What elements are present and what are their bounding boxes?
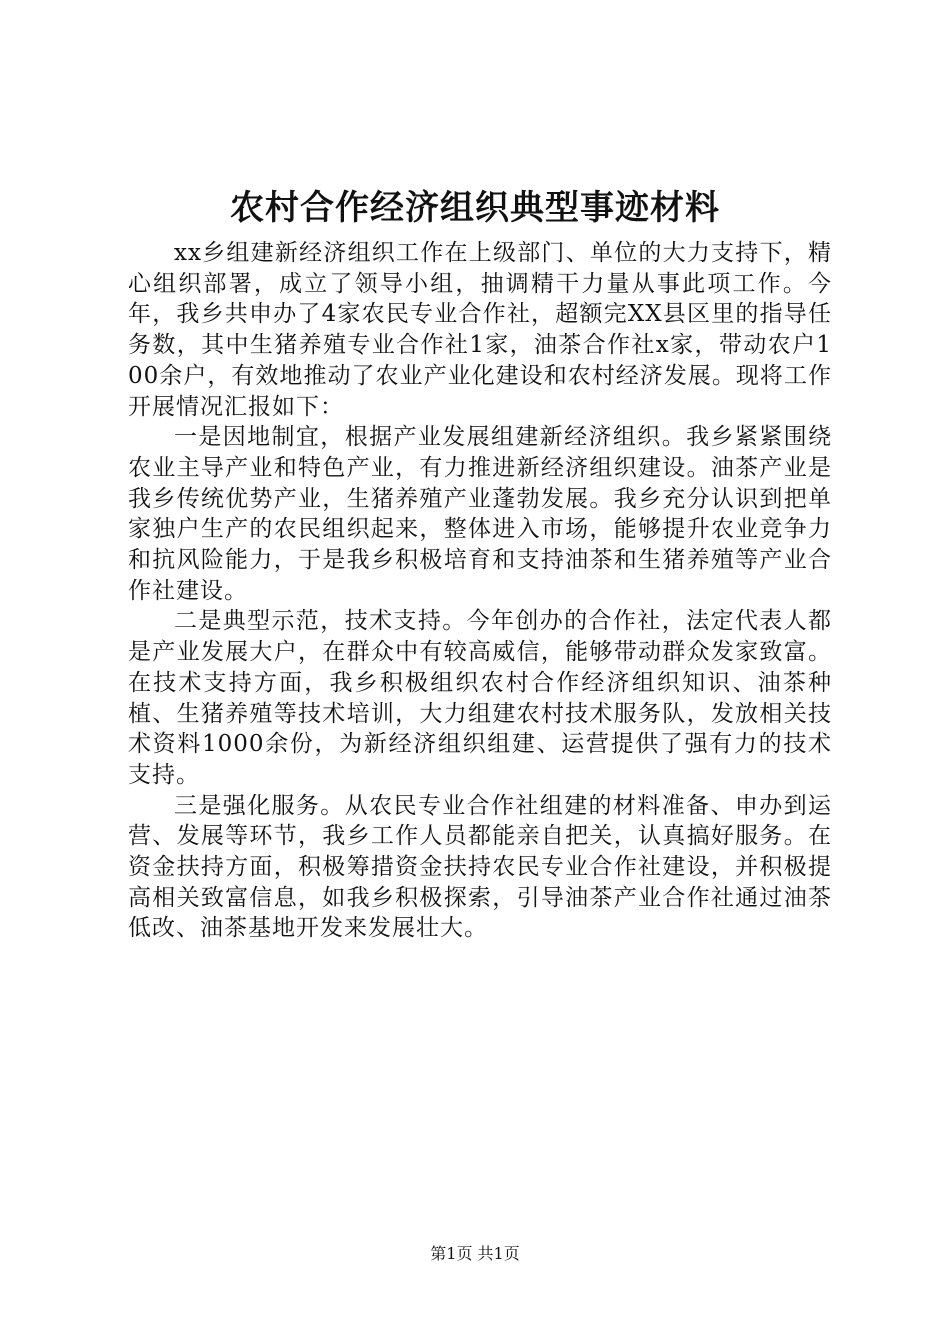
paragraph-point-three: 三是强化服务。从农民专业合作社组建的材料准备、申办到运营、发展等环节，我乡工作人员都能亲自把关，认真搞好服务。在资金扶持方面，积极筹措资金扶持农民专业合作社建设，并积极提高相关致富信息，如我乡积极探索，引导油茶产业合作社通过油茶低改、油茶基地开发来发展壮大。 bbox=[128, 792, 832, 942]
document-body bbox=[128, 238, 832, 944]
paragraph-intro: xx乡组建新经济组织工作在上级部门、单位的大力支持下，精心组织部署，成立了领导小组，抽调精干力量从事此项工作。今年，我乡共申办了4家农民专业合作社，超额完XX县区里的指导任务数，其中生猪养殖专业合作社1家，油茶合作社x家，带动农户100余户，有效地推动了农业产业化建设和农村经济发展。现将工作开展情况汇报如下： bbox=[128, 240, 832, 420]
page-footer: 第1页 共1页 bbox=[430, 1244, 520, 1263]
document-title: 农村合作经济组织典型事迹材料 bbox=[230, 188, 720, 228]
paragraph-point-two: 二是典型示范，技术支持。今年创办的合作社，法定代表人都是产业发展大户，在群众中有较高威信，能够带动群众发家致富。在技术支持方面，我乡积极组织农村合作经济组织知识、油茶种植、生猪养殖等技术培训，大力组建农村技术服务队，发放相关技术资料1000余份，为新经济组织组建、运营提供了强有力的技术支持。 bbox=[128, 608, 832, 788]
paragraph-point-one: 一是因地制宜，根据产业发展组建新经济组织。我乡紧紧围绕农业主导产业和特色产业，有力推进新经济组织建设。油茶产业是我乡传统优势产业，生猪养殖产业蓬勃发展。我乡充分认识到把单家独户生产的农民组织起来，整体进入市场，能够提升农业竞争力和抗风险能力，于是我乡积极培育和支持油茶和生猪养殖等产业合作社建设。 bbox=[128, 424, 832, 604]
